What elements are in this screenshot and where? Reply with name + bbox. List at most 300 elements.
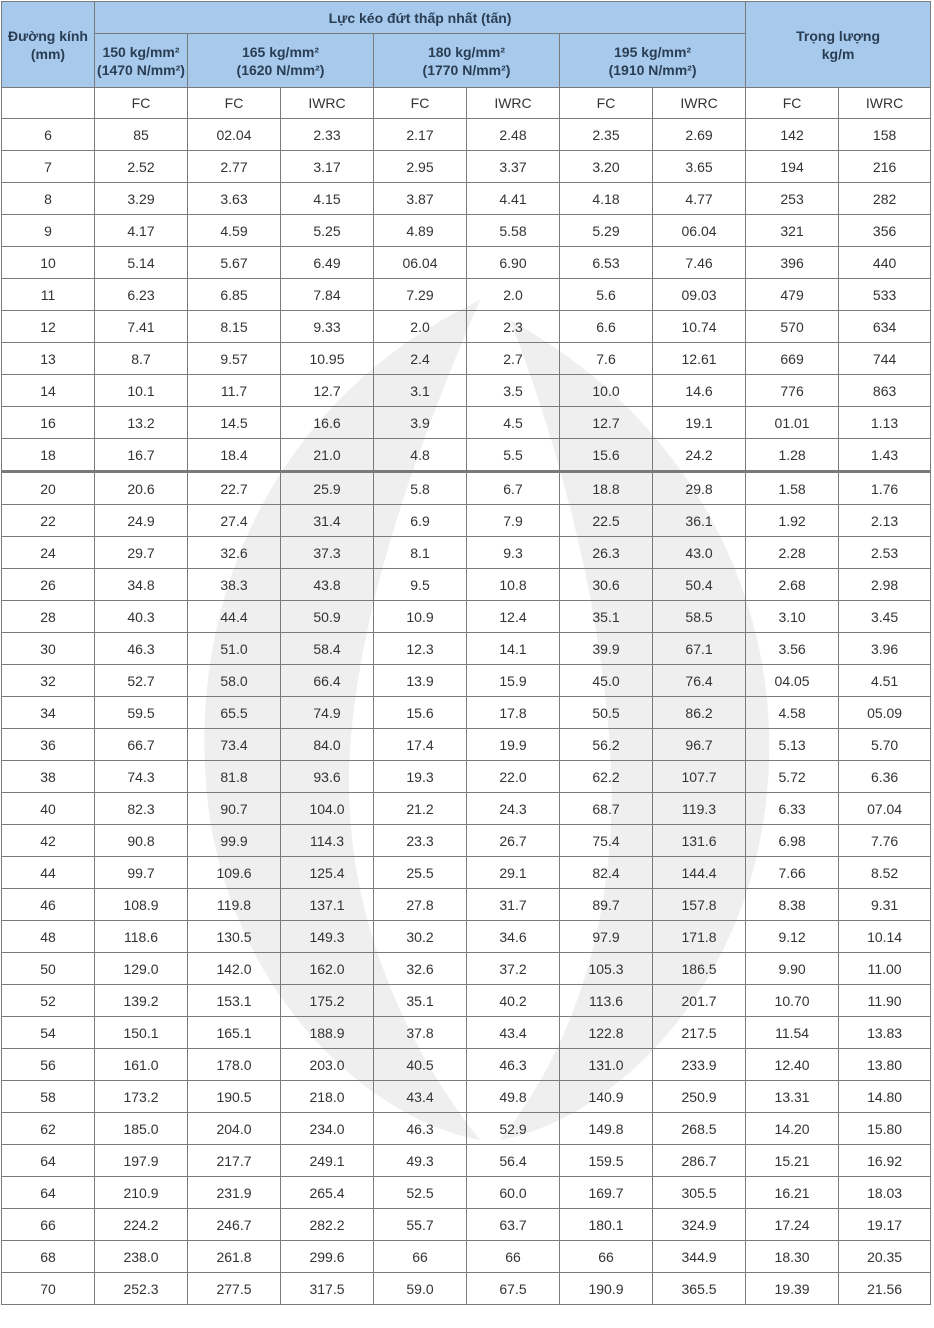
value-cell: 299.6 [281, 1241, 374, 1273]
value-cell: 39.9 [560, 633, 653, 665]
value-cell: 6.9 [374, 505, 467, 537]
value-cell: 15.6 [374, 697, 467, 729]
value-cell: 282 [839, 183, 931, 215]
value-cell: 2.13 [839, 505, 931, 537]
value-cell: 8.7 [95, 343, 188, 375]
value-cell: 8.38 [746, 889, 839, 921]
value-cell: 49.8 [467, 1081, 560, 1113]
value-cell: 75.4 [560, 825, 653, 857]
value-cell: 43.4 [467, 1017, 560, 1049]
value-cell: 282.2 [281, 1209, 374, 1241]
value-cell: 06.04 [374, 247, 467, 279]
value-cell: 9.5 [374, 569, 467, 601]
value-cell: 2.98 [839, 569, 931, 601]
table-row [2, 761, 931, 793]
value-cell: 19.39 [746, 1273, 839, 1305]
table-body [2, 88, 931, 1305]
value-cell: 744 [839, 343, 931, 375]
value-cell: 2.0 [374, 311, 467, 343]
value-cell: 5.14 [95, 247, 188, 279]
value-cell: 6.23 [95, 279, 188, 311]
value-cell: 82.3 [95, 793, 188, 825]
value-cell: 26.7 [467, 825, 560, 857]
value-cell: 185.0 [95, 1113, 188, 1145]
value-cell: 5.70 [839, 729, 931, 761]
table-row [2, 247, 931, 279]
value-cell: 25.9 [281, 472, 374, 505]
value-cell: 3.9 [374, 407, 467, 439]
value-cell: 40.3 [95, 601, 188, 633]
value-cell: 109.6 [188, 857, 281, 889]
value-cell: 05.09 [839, 697, 931, 729]
table-row [2, 793, 931, 825]
value-cell: 68.7 [560, 793, 653, 825]
value-cell: 65.5 [188, 697, 281, 729]
value-cell: 175.2 [281, 985, 374, 1017]
value-cell: 10.0 [560, 375, 653, 407]
value-cell: 3.5 [467, 375, 560, 407]
value-cell: 107.7 [653, 761, 746, 793]
value-cell: 17.24 [746, 1209, 839, 1241]
value-cell: 114.3 [281, 825, 374, 857]
weight-header: Trọng lượng kg/m [746, 2, 931, 88]
value-cell: 30.2 [374, 921, 467, 953]
value-cell: 10.14 [839, 921, 931, 953]
value-cell: 58.4 [281, 633, 374, 665]
value-cell: 3.1 [374, 375, 467, 407]
value-cell: 4.77 [653, 183, 746, 215]
value-cell: 34.8 [95, 569, 188, 601]
value-cell: 37.3 [281, 537, 374, 569]
diameter-cell: 52 [2, 985, 95, 1017]
core-type-cell: FC [560, 88, 653, 119]
value-cell: 52.9 [467, 1113, 560, 1145]
value-cell: 119.3 [653, 793, 746, 825]
value-cell: 6.53 [560, 247, 653, 279]
value-cell: 356 [839, 215, 931, 247]
value-cell: 570 [746, 311, 839, 343]
value-cell: 27.4 [188, 505, 281, 537]
value-cell: 2.48 [467, 119, 560, 151]
value-cell: 37.8 [374, 1017, 467, 1049]
value-cell: 105.3 [560, 953, 653, 985]
value-cell: 3.45 [839, 601, 931, 633]
value-cell: 12.4 [467, 601, 560, 633]
value-cell: 234.0 [281, 1113, 374, 1145]
diameter-cell: 42 [2, 825, 95, 857]
value-cell: 7.9 [467, 505, 560, 537]
value-cell: 3.56 [746, 633, 839, 665]
value-cell: 86.2 [653, 697, 746, 729]
value-cell: 29.8 [653, 472, 746, 505]
value-cell: 217.7 [188, 1145, 281, 1177]
value-cell: 67.1 [653, 633, 746, 665]
value-cell: 11.90 [839, 985, 931, 1017]
table-row [2, 1273, 931, 1305]
value-cell: 4.89 [374, 215, 467, 247]
value-cell: 8.52 [839, 857, 931, 889]
table-row [2, 1113, 931, 1145]
value-cell: 66 [467, 1241, 560, 1273]
table-row [2, 889, 931, 921]
diameter-cell: 24 [2, 537, 95, 569]
diameter-cell: 18 [2, 439, 95, 472]
value-cell: 3.17 [281, 151, 374, 183]
value-cell: 19.3 [374, 761, 467, 793]
core-type-row [2, 88, 931, 119]
value-cell: 142.0 [188, 953, 281, 985]
value-cell: 67.5 [467, 1273, 560, 1305]
value-cell: 5.58 [467, 215, 560, 247]
value-cell: 93.6 [281, 761, 374, 793]
value-cell: 250.9 [653, 1081, 746, 1113]
value-cell: 09.03 [653, 279, 746, 311]
diameter-cell: 11 [2, 279, 95, 311]
table-row [2, 921, 931, 953]
diameter-cell: 13 [2, 343, 95, 375]
table-row [2, 215, 931, 247]
value-cell: 66 [374, 1241, 467, 1273]
value-cell: 149.3 [281, 921, 374, 953]
value-cell: 99.7 [95, 857, 188, 889]
value-cell: 04.05 [746, 665, 839, 697]
diameter-cell: 7 [2, 151, 95, 183]
value-cell: 7.41 [95, 311, 188, 343]
value-cell: 18.8 [560, 472, 653, 505]
value-cell: 162.0 [281, 953, 374, 985]
grade-header-150: 150 kg/mm² (1470 N/mm²) [95, 34, 188, 88]
diameter-cell: 40 [2, 793, 95, 825]
core-type-cell: FC [746, 88, 839, 119]
table-row [2, 472, 931, 505]
value-cell: 3.63 [188, 183, 281, 215]
value-cell: 19.9 [467, 729, 560, 761]
table-row [2, 1081, 931, 1113]
value-cell: 305.5 [653, 1177, 746, 1209]
value-cell: 16.6 [281, 407, 374, 439]
value-cell: 97.9 [560, 921, 653, 953]
value-cell: 1.76 [839, 472, 931, 505]
value-cell: 2.95 [374, 151, 467, 183]
value-cell: 49.3 [374, 1145, 467, 1177]
value-cell: 02.04 [188, 119, 281, 151]
value-cell: 43.8 [281, 569, 374, 601]
value-cell: 52.7 [95, 665, 188, 697]
value-cell: 2.7 [467, 343, 560, 375]
value-cell: 58.0 [188, 665, 281, 697]
value-cell: 59.0 [374, 1273, 467, 1305]
value-cell: 2.69 [653, 119, 746, 151]
value-cell: 11.00 [839, 953, 931, 985]
value-cell: 66.7 [95, 729, 188, 761]
value-cell: 233.9 [653, 1049, 746, 1081]
value-cell: 8.15 [188, 311, 281, 343]
value-cell: 32.6 [374, 953, 467, 985]
table-row [2, 1145, 931, 1177]
value-cell: 13.80 [839, 1049, 931, 1081]
value-cell: 119.8 [188, 889, 281, 921]
value-cell: 63.7 [467, 1209, 560, 1241]
value-cell: 479 [746, 279, 839, 311]
value-cell: 15.9 [467, 665, 560, 697]
value-cell: 3.37 [467, 151, 560, 183]
value-cell: 51.0 [188, 633, 281, 665]
value-cell: 1.58 [746, 472, 839, 505]
value-cell: 14.6 [653, 375, 746, 407]
value-cell: 321 [746, 215, 839, 247]
value-cell: 26.3 [560, 537, 653, 569]
value-cell: 203.0 [281, 1049, 374, 1081]
value-cell: 344.9 [653, 1241, 746, 1273]
value-cell: 18.03 [839, 1177, 931, 1209]
value-cell: 137.1 [281, 889, 374, 921]
diameter-cell: 70 [2, 1273, 95, 1305]
value-cell: 90.8 [95, 825, 188, 857]
value-cell: 129.0 [95, 953, 188, 985]
table-row [2, 825, 931, 857]
value-cell: 40.2 [467, 985, 560, 1017]
value-cell: 30.6 [560, 569, 653, 601]
diameter-cell: 8 [2, 183, 95, 215]
value-cell: 2.53 [839, 537, 931, 569]
table-row [2, 1177, 931, 1209]
value-cell: 142 [746, 119, 839, 151]
value-cell: 2.33 [281, 119, 374, 151]
table-row [2, 343, 931, 375]
value-cell: 52.5 [374, 1177, 467, 1209]
value-cell: 21.2 [374, 793, 467, 825]
value-cell: 533 [839, 279, 931, 311]
core-type-cell: FC [188, 88, 281, 119]
value-cell: 158 [839, 119, 931, 151]
table-row [2, 569, 931, 601]
value-cell: 3.20 [560, 151, 653, 183]
value-cell: 59.5 [95, 697, 188, 729]
value-cell: 17.4 [374, 729, 467, 761]
value-cell: 29.1 [467, 857, 560, 889]
value-cell: 11.54 [746, 1017, 839, 1049]
value-cell: 5.5 [467, 439, 560, 472]
value-cell: 81.8 [188, 761, 281, 793]
value-cell: 231.9 [188, 1177, 281, 1209]
value-cell: 9.31 [839, 889, 931, 921]
value-cell: 12.40 [746, 1049, 839, 1081]
diameter-cell: 68 [2, 1241, 95, 1273]
value-cell: 6.98 [746, 825, 839, 857]
table-row [2, 537, 931, 569]
value-cell: 7.66 [746, 857, 839, 889]
value-cell: 118.6 [95, 921, 188, 953]
value-cell: 19.17 [839, 1209, 931, 1241]
value-cell: 125.4 [281, 857, 374, 889]
value-cell: 4.8 [374, 439, 467, 472]
value-cell: 24.2 [653, 439, 746, 472]
table-row [2, 1049, 931, 1081]
value-cell: 252.3 [95, 1273, 188, 1305]
value-cell: 50.5 [560, 697, 653, 729]
table-row [2, 183, 931, 215]
value-cell: 1.13 [839, 407, 931, 439]
value-cell: 24.9 [95, 505, 188, 537]
value-cell: 01.01 [746, 407, 839, 439]
value-cell: 5.72 [746, 761, 839, 793]
diameter-cell: 50 [2, 953, 95, 985]
value-cell: 210.9 [95, 1177, 188, 1209]
diameter-header: Đường kính (mm) [2, 2, 95, 88]
value-cell: 34.6 [467, 921, 560, 953]
diameter-cell: 22 [2, 505, 95, 537]
value-cell: 104.0 [281, 793, 374, 825]
diameter-cell: 28 [2, 601, 95, 633]
value-cell: 15.80 [839, 1113, 931, 1145]
value-cell: 6.33 [746, 793, 839, 825]
table-row [2, 665, 931, 697]
table-row [2, 953, 931, 985]
value-cell: 3.10 [746, 601, 839, 633]
value-cell: 15.6 [560, 439, 653, 472]
value-cell: 7.29 [374, 279, 467, 311]
value-cell: 89.7 [560, 889, 653, 921]
value-cell: 165.1 [188, 1017, 281, 1049]
value-cell: 9.33 [281, 311, 374, 343]
value-cell: 9.3 [467, 537, 560, 569]
value-cell: 73.4 [188, 729, 281, 761]
table-header [2, 2, 931, 88]
value-cell: 217.5 [653, 1017, 746, 1049]
value-cell: 35.1 [374, 985, 467, 1017]
value-cell: 45.0 [560, 665, 653, 697]
diameter-cell: 54 [2, 1017, 95, 1049]
value-cell: 16.7 [95, 439, 188, 472]
value-cell: 74.9 [281, 697, 374, 729]
value-cell: 218.0 [281, 1081, 374, 1113]
value-cell: 197.9 [95, 1145, 188, 1177]
value-cell: 2.35 [560, 119, 653, 151]
value-cell: 2.4 [374, 343, 467, 375]
core-type-cell: IWRC [281, 88, 374, 119]
value-cell: 2.28 [746, 537, 839, 569]
value-cell: 10.74 [653, 311, 746, 343]
value-cell: 396 [746, 247, 839, 279]
value-cell: 194 [746, 151, 839, 183]
value-cell: 216 [839, 151, 931, 183]
value-cell: 36.1 [653, 505, 746, 537]
value-cell: 40.5 [374, 1049, 467, 1081]
value-cell: 153.1 [188, 985, 281, 1017]
table-row [2, 505, 931, 537]
value-cell: 10.95 [281, 343, 374, 375]
diameter-cell: 56 [2, 1049, 95, 1081]
value-cell: 188.9 [281, 1017, 374, 1049]
diameter-cell: 14 [2, 375, 95, 407]
value-cell: 13.2 [95, 407, 188, 439]
wire-rope-spec-table [1, 1, 931, 1305]
value-cell: 18.30 [746, 1241, 839, 1273]
value-cell: 190.9 [560, 1273, 653, 1305]
value-cell: 2.77 [188, 151, 281, 183]
value-cell: 4.51 [839, 665, 931, 697]
value-cell: 1.92 [746, 505, 839, 537]
value-cell: 56.2 [560, 729, 653, 761]
core-type-cell: IWRC [839, 88, 931, 119]
table-row [2, 375, 931, 407]
value-cell: 50.4 [653, 569, 746, 601]
value-cell: 4.18 [560, 183, 653, 215]
value-cell: 113.6 [560, 985, 653, 1017]
value-cell: 18.4 [188, 439, 281, 472]
table-row [2, 311, 931, 343]
value-cell: 35.1 [560, 601, 653, 633]
value-cell: 7.46 [653, 247, 746, 279]
value-cell: 3.87 [374, 183, 467, 215]
value-cell: 12.61 [653, 343, 746, 375]
diameter-cell: 10 [2, 247, 95, 279]
diameter-cell: 44 [2, 857, 95, 889]
table-row [2, 1209, 931, 1241]
value-cell: 56.4 [467, 1145, 560, 1177]
table-row [2, 279, 931, 311]
value-cell: 253 [746, 183, 839, 215]
value-cell: 4.41 [467, 183, 560, 215]
table-row [2, 439, 931, 472]
value-cell: 27.8 [374, 889, 467, 921]
value-cell: 265.4 [281, 1177, 374, 1209]
diameter-cell: 36 [2, 729, 95, 761]
value-cell: 178.0 [188, 1049, 281, 1081]
value-cell: 131.0 [560, 1049, 653, 1081]
value-cell: 20.35 [839, 1241, 931, 1273]
value-cell: 14.20 [746, 1113, 839, 1145]
value-cell: 15.21 [746, 1145, 839, 1177]
value-cell: 268.5 [653, 1113, 746, 1145]
table-row [2, 151, 931, 183]
value-cell: 140.9 [560, 1081, 653, 1113]
value-cell: 9.90 [746, 953, 839, 985]
value-cell: 24.3 [467, 793, 560, 825]
diameter-cell: 46 [2, 889, 95, 921]
value-cell: 4.17 [95, 215, 188, 247]
value-cell: 5.29 [560, 215, 653, 247]
value-cell: 50.9 [281, 601, 374, 633]
value-cell: 14.1 [467, 633, 560, 665]
value-cell: 21.0 [281, 439, 374, 472]
diameter-cell: 30 [2, 633, 95, 665]
value-cell: 85 [95, 119, 188, 151]
value-cell: 4.59 [188, 215, 281, 247]
value-cell: 82.4 [560, 857, 653, 889]
value-cell: 224.2 [95, 1209, 188, 1241]
value-cell: 180.1 [560, 1209, 653, 1241]
value-cell: 66.4 [281, 665, 374, 697]
value-cell: 4.5 [467, 407, 560, 439]
value-cell: 130.5 [188, 921, 281, 953]
table-row [2, 633, 931, 665]
value-cell: 9.57 [188, 343, 281, 375]
grade-header-165: 165 kg/mm² (1620 N/mm²) [188, 34, 374, 88]
value-cell: 11.7 [188, 375, 281, 407]
value-cell: 8.1 [374, 537, 467, 569]
value-cell: 6.7 [467, 472, 560, 505]
grade-header-180: 180 kg/mm² (1770 N/mm²) [374, 34, 560, 88]
value-cell: 10.8 [467, 569, 560, 601]
value-cell: 186.5 [653, 953, 746, 985]
value-cell: 669 [746, 343, 839, 375]
value-cell: 60.0 [467, 1177, 560, 1209]
value-cell: 16.92 [839, 1145, 931, 1177]
diameter-cell: 64 [2, 1177, 95, 1209]
value-cell: 246.7 [188, 1209, 281, 1241]
value-cell: 46.3 [374, 1113, 467, 1145]
